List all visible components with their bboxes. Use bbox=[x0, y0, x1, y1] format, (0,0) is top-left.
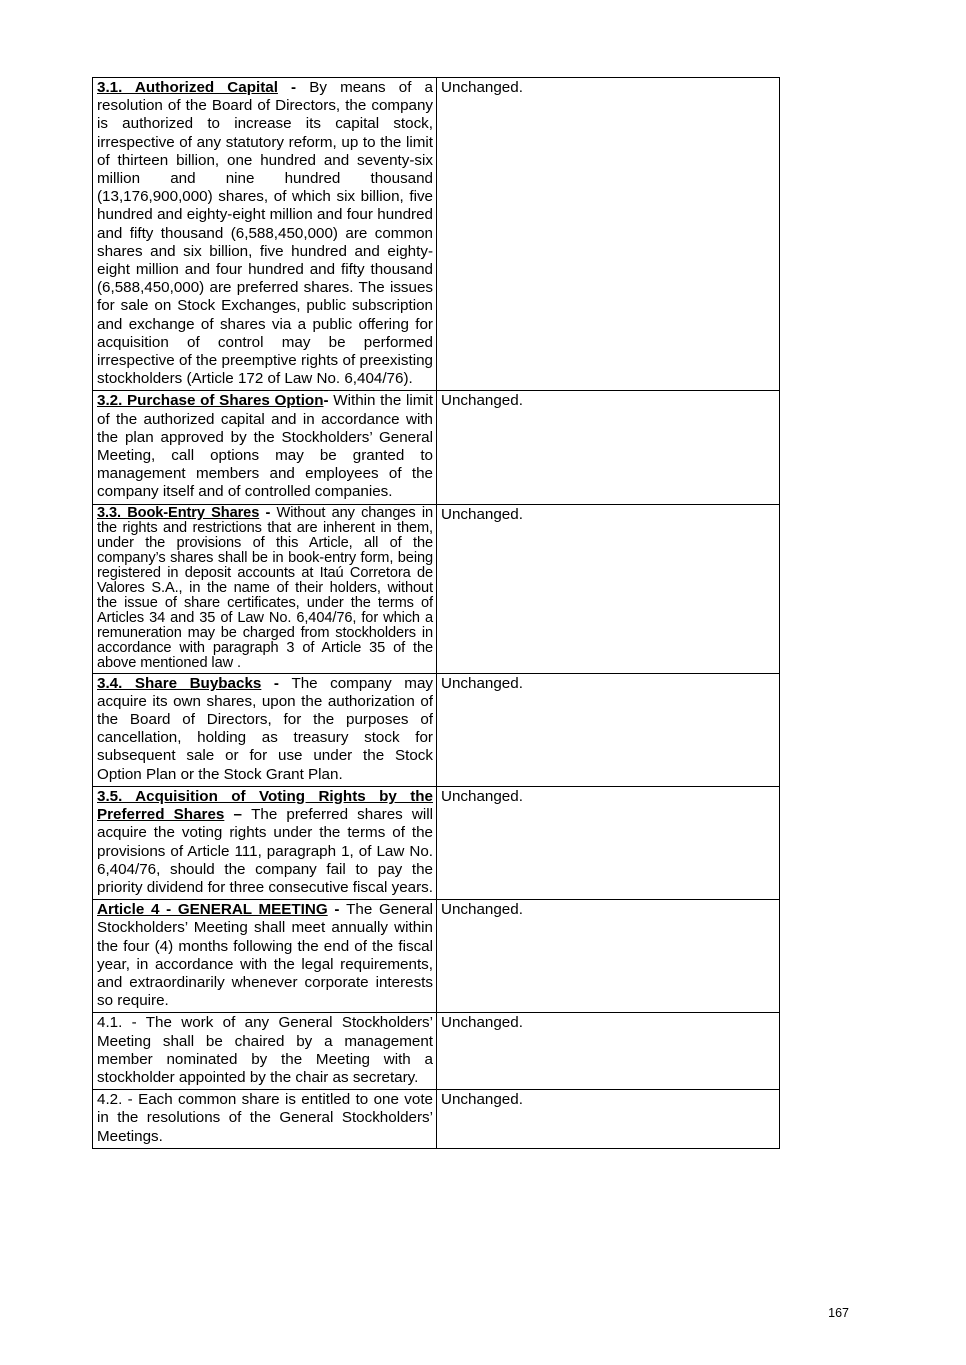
clause-text: Within the limit of the authorized capital and in accordance with the plan approved by the Stockholders’ General Meeting, call options may be granted to management members and employees of the company itself and of controlled companies. bbox=[97, 392, 433, 501]
current-text-cell bbox=[93, 1013, 437, 1090]
clause-heading: 3.1. Authorized Capital bbox=[97, 79, 278, 96]
table-row bbox=[93, 78, 780, 391]
status-text: Unchanged. bbox=[441, 505, 523, 523]
proposed-text-cell bbox=[437, 1090, 780, 1149]
clause-text: Without any changes in the rights and restrictions that are inherent in them, under the provisions of this Article, all of the company’s shares shall be in book-entry form, being registered in deposit accounts at Itaú Corretora de Valores S.A., in the name of their holders, without the issue of share certificates, under the terms of Articles 34 and 35 of Law No. 6,404/76, for which a remuneration may be charged from stockholders in accordance with paragraph 3 of Article 35 of the above mentioned law . bbox=[97, 504, 433, 671]
current-text-cell bbox=[93, 786, 437, 899]
current-text-cell bbox=[93, 504, 437, 673]
clause-separator: - bbox=[259, 504, 277, 521]
proposed-text-cell bbox=[437, 786, 780, 899]
table-row bbox=[93, 1090, 780, 1149]
clause-heading: 3.3. Book-Entry Shares bbox=[97, 504, 260, 521]
current-text-cell bbox=[93, 391, 437, 504]
table-row bbox=[93, 673, 780, 786]
table-row bbox=[93, 786, 780, 899]
clause-heading: Article 4 - GENERAL MEETING bbox=[97, 901, 328, 919]
clause-heading: 3.5. Acquisition of Voting Rights by the Preferred Shares bbox=[97, 787, 433, 824]
clause-text: The General Stockholders’ Meeting shall meet annually within the four (4) months following the end of the fiscal year, in accordance with the legal requirements, and extraordinarily whenever corporate interests so require. bbox=[97, 901, 434, 1010]
table-row bbox=[93, 391, 780, 504]
clause-separator: - bbox=[327, 901, 347, 919]
proposed-text-cell bbox=[437, 391, 780, 504]
current-text-cell bbox=[93, 78, 437, 391]
proposed-text-cell bbox=[437, 900, 780, 1013]
table-row bbox=[93, 900, 780, 1013]
page-number: 167 bbox=[828, 1306, 849, 1320]
table-row bbox=[93, 1013, 780, 1090]
clause-text: By means of a resolution of the Board of Directors, the company is authorized to increase its capital stock, irrespective of any statutory reform, up to the limit of thirteen billion, one hundred and seventy-six million and nine hundred thousand (13,176,900,000) shares, of which six billion, five hundred and eighty-eight million and four hundred and fifty thousand (6,588,450,000) are common shares and six billion, five hundred and eighty-eight million and four hundred and fifty thousand (6,588,450,000) are preferred shares. The issues for sale on Stock Exchanges, public subscription and exchange of shares via a public offering for acquisition of control may be performed irrespective of the preemptive rights of preexisting stockholders (Article 172 of Law No. 6,404/76). bbox=[97, 79, 433, 388]
status-text: Unchanged. bbox=[441, 79, 523, 96]
proposed-text-cell bbox=[437, 78, 780, 391]
proposed-text-cell bbox=[437, 1013, 780, 1090]
clause-separator: – bbox=[224, 806, 252, 824]
clause-text: The company may acquire its own shares, upon the authorization of the Board of Directors, for the purposes of cancellation, holding as treasury stock for subsequent sale or for use under the Stock Option Plan or the Stock Grant Plan. bbox=[97, 674, 433, 783]
clause-separator: - bbox=[323, 392, 334, 410]
current-text-cell bbox=[93, 673, 437, 786]
proposed-text-cell bbox=[437, 504, 780, 673]
clause-text: 4.1. - The work of any General Stockholders’ Meeting shall be chaired by a management member nominated by the Meeting with a stockholder appointed by the chair as secretary. bbox=[97, 1014, 433, 1086]
clause-heading: 3.2. Purchase of Shares Option bbox=[97, 392, 324, 410]
proposed-text-cell bbox=[437, 673, 780, 786]
status-text: Unchanged. bbox=[441, 901, 523, 919]
status-text: Unchanged. bbox=[441, 1014, 523, 1032]
clause-text: The preferred shares will acquire the voting rights under the terms of the provisions of Article 111, paragraph 1, of Law No. 6,404/76, should the company fail to pay the priority dividend for three consecutive fiscal years. bbox=[97, 806, 433, 896]
clause-separator: - bbox=[277, 79, 310, 96]
clause-text: 4.2. - Each common share is entitled to one vote in the resolutions of the General Stockholders’ Meetings. bbox=[97, 1091, 433, 1145]
current-text-cell bbox=[93, 900, 437, 1013]
status-text: Unchanged. bbox=[441, 674, 523, 692]
status-text: Unchanged. bbox=[441, 787, 523, 805]
clause-separator: - bbox=[261, 674, 292, 692]
table-row bbox=[93, 504, 780, 673]
clause-heading: 3.4. Share Buybacks bbox=[97, 674, 262, 692]
bylaws-comparison-table bbox=[92, 77, 780, 1149]
status-text: Unchanged. bbox=[441, 392, 523, 410]
current-text-cell bbox=[93, 1090, 437, 1149]
status-text: Unchanged. bbox=[441, 1091, 523, 1109]
